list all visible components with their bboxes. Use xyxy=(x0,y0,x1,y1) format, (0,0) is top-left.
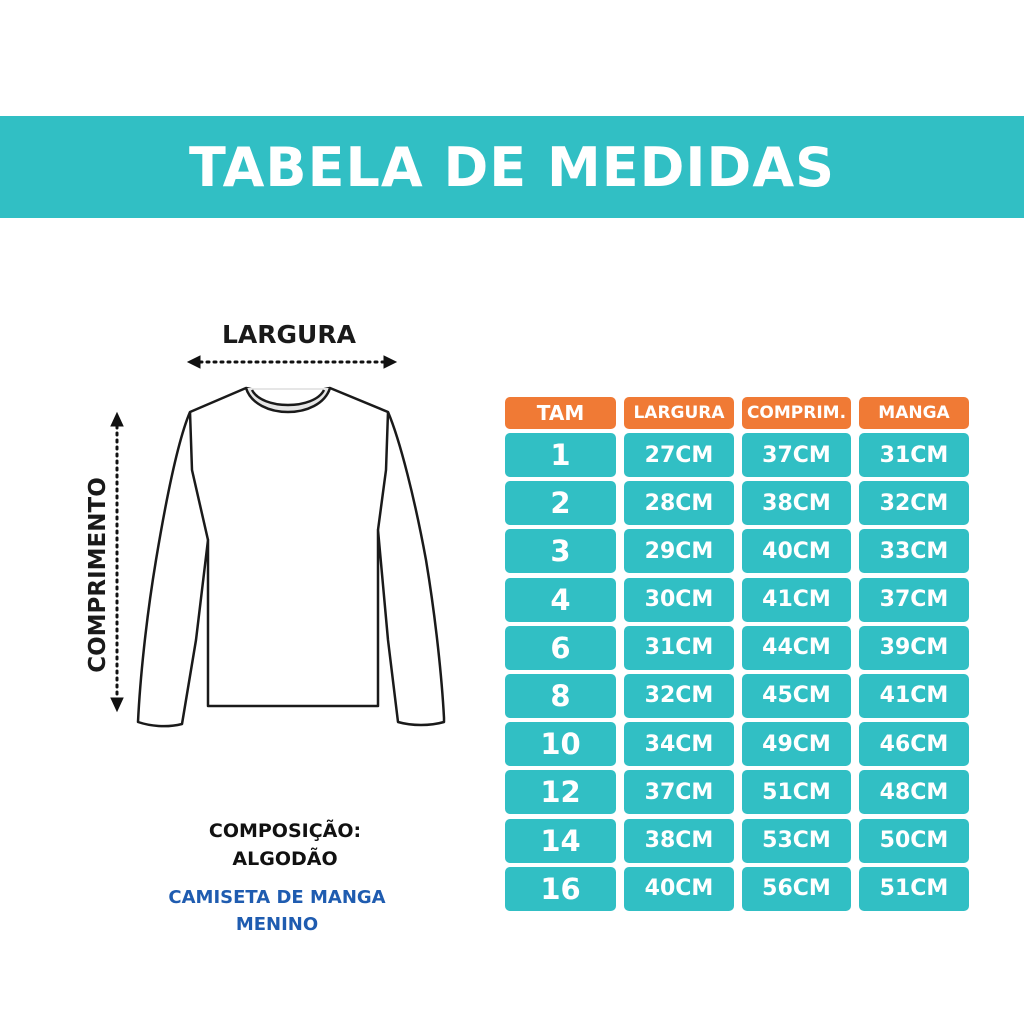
length-cell: 38CM xyxy=(742,481,851,525)
sleeve-cell: 46CM xyxy=(859,722,969,766)
size-cell: 2 xyxy=(505,481,616,525)
product-name-line1: CAMISETA DE MANGA xyxy=(168,887,386,908)
length-label: COMPRIMENTO xyxy=(85,477,111,673)
table-row xyxy=(505,578,969,622)
size-cell: 10 xyxy=(505,722,616,766)
header-comprimento: COMPRIM. xyxy=(742,397,851,429)
width-cell: 30CM xyxy=(624,578,734,622)
length-arrow xyxy=(111,413,123,711)
table-row xyxy=(505,674,969,718)
length-cell: 51CM xyxy=(742,770,851,814)
size-cell: 3 xyxy=(505,529,616,573)
table-row xyxy=(505,433,969,477)
page-title: TABELA DE MEDIDAS xyxy=(188,135,836,199)
width-cell: 27CM xyxy=(624,433,734,477)
table-row xyxy=(505,722,969,766)
table-row xyxy=(505,529,969,573)
sleeve-cell: 50CM xyxy=(859,819,969,863)
width-cell: 40CM xyxy=(624,867,734,911)
shirt-outline xyxy=(138,388,444,726)
length-cell: 49CM xyxy=(742,722,851,766)
size-cell: 4 xyxy=(505,578,616,622)
width-cell: 34CM xyxy=(624,722,734,766)
length-cell: 56CM xyxy=(742,867,851,911)
product-name xyxy=(146,884,408,938)
width-arrow xyxy=(188,356,396,368)
length-cell: 41CM xyxy=(742,578,851,622)
sleeve-cell: 32CM xyxy=(859,481,969,525)
product-name-line2: MENINO xyxy=(235,914,319,935)
table-row xyxy=(505,819,969,863)
sleeve-cell: 51CM xyxy=(859,867,969,911)
table-row xyxy=(505,867,969,911)
width-cell: 31CM xyxy=(624,626,734,670)
length-cell: 44CM xyxy=(742,626,851,670)
table-header-row xyxy=(505,397,969,429)
header-tam: TAM xyxy=(505,397,616,429)
composition-info xyxy=(150,818,420,873)
length-cell: 40CM xyxy=(742,529,851,573)
size-cell: 14 xyxy=(505,819,616,863)
length-cell: 37CM xyxy=(742,433,851,477)
title-banner xyxy=(0,116,1024,218)
sleeve-cell: 37CM xyxy=(859,578,969,622)
composition-label: COMPOSIÇÃO: xyxy=(208,820,362,842)
width-cell: 29CM xyxy=(624,529,734,573)
width-label: LARGURA xyxy=(222,320,356,349)
size-cell: 12 xyxy=(505,770,616,814)
size-cell: 6 xyxy=(505,626,616,670)
header-largura: LARGURA xyxy=(624,397,734,429)
size-cell: 1 xyxy=(505,433,616,477)
sleeve-cell: 31CM xyxy=(859,433,969,477)
width-cell: 28CM xyxy=(624,481,734,525)
width-cell: 37CM xyxy=(624,770,734,814)
table-row xyxy=(505,770,969,814)
sleeve-cell: 33CM xyxy=(859,529,969,573)
width-cell: 32CM xyxy=(624,674,734,718)
size-cell: 16 xyxy=(505,867,616,911)
sleeve-cell: 48CM xyxy=(859,770,969,814)
table-row xyxy=(505,481,969,525)
width-cell: 38CM xyxy=(624,819,734,863)
table-row xyxy=(505,626,969,670)
sleeve-cell: 39CM xyxy=(859,626,969,670)
size-table xyxy=(505,397,969,915)
header-manga: MANGA xyxy=(859,397,969,429)
length-cell: 53CM xyxy=(742,819,851,863)
size-cell: 8 xyxy=(505,674,616,718)
sleeve-cell: 41CM xyxy=(859,674,969,718)
composition-value: ALGODÃO xyxy=(232,847,338,870)
length-cell: 45CM xyxy=(742,674,851,718)
